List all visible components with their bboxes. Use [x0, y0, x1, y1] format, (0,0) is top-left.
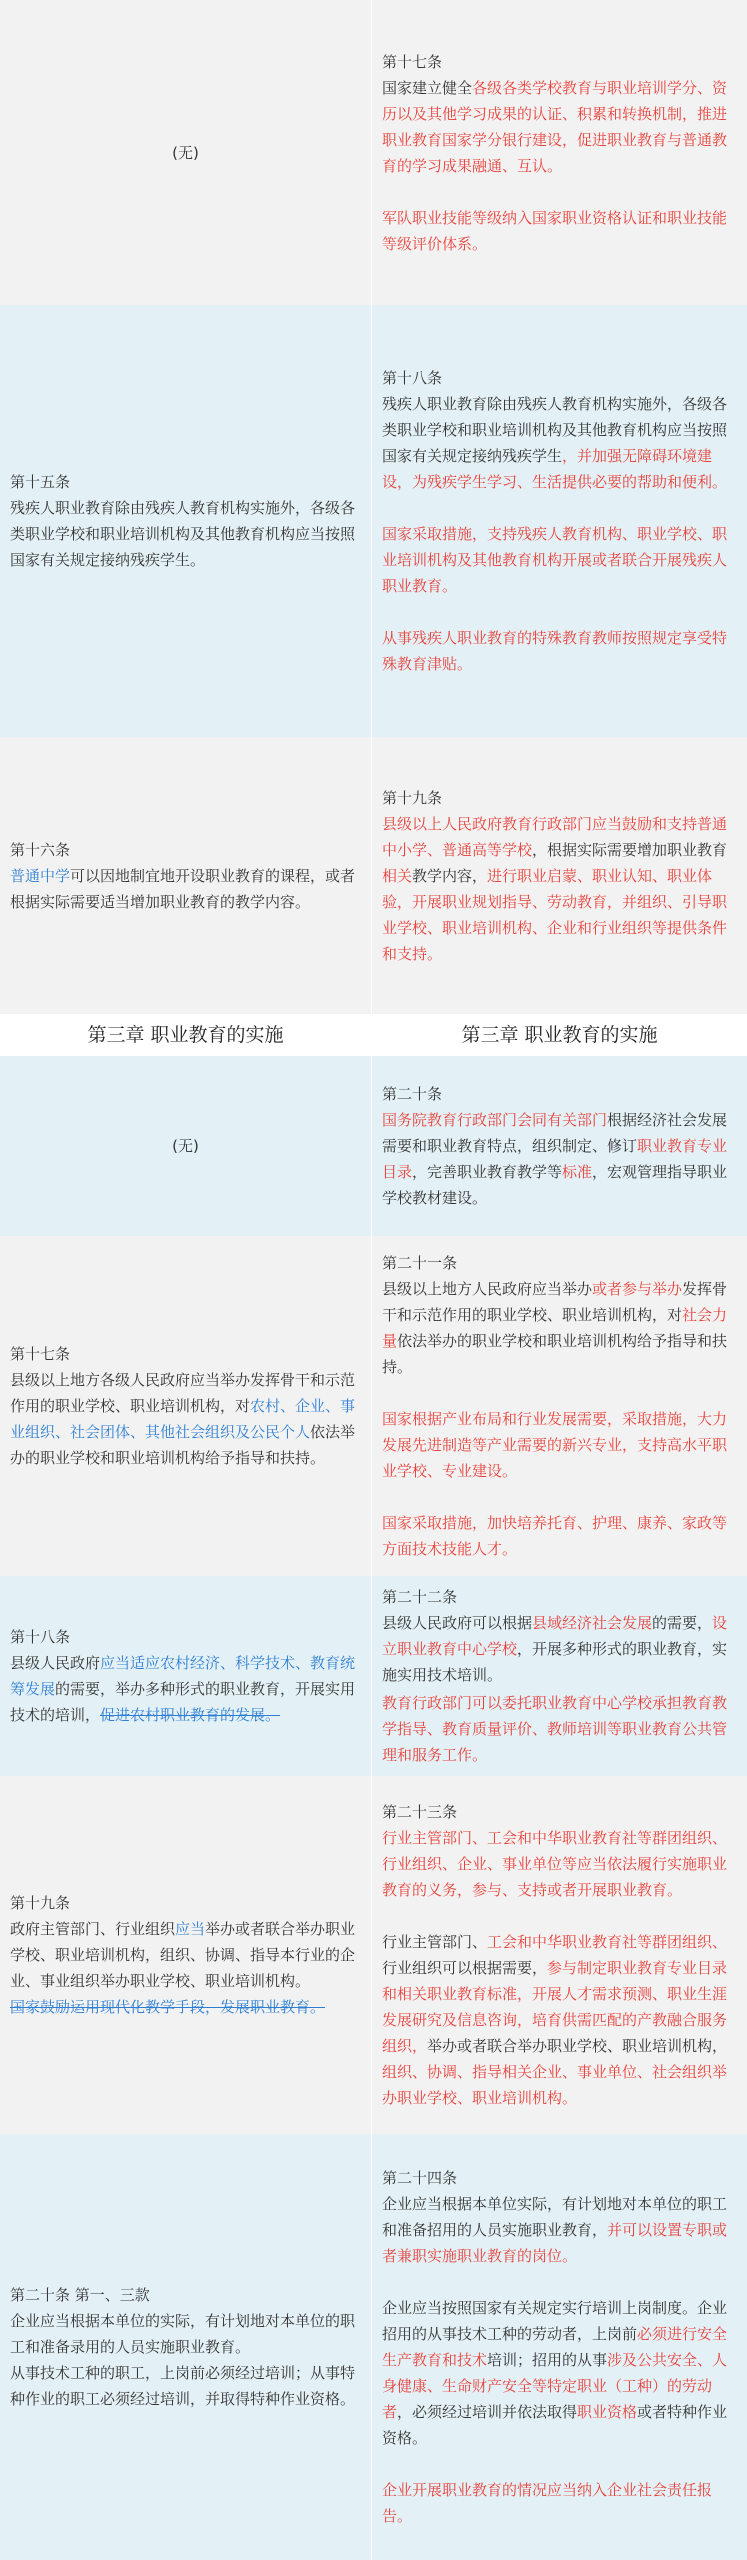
clause-paragraph — [382, 2191, 737, 2269]
clause-number — [382, 1799, 737, 1825]
clause-text: 的需要，举办多种形式的职业教育，开展实用技术的培训， — [10, 1680, 356, 1724]
clause-paragraph — [382, 391, 737, 495]
clause-number — [10, 2282, 361, 2308]
clause-number — [87, 1022, 283, 1048]
clause-paragraph — [382, 1825, 737, 1903]
clause-paragraph — [10, 1650, 361, 1728]
table-row — [0, 1576, 747, 1776]
added-text: 进行职业启蒙、职业认知、职业体验，开展职业规划指导、劳动教育，并组织、引导职业学校、职业培训机构、企业和行业组织等提供条件和支持。 — [382, 866, 728, 963]
old-clause-cell — [0, 0, 372, 305]
table-row — [0, 2134, 747, 2560]
clause-text: 根据经济社会发展需要和职业教育特点，组织制定、修订 — [382, 1111, 728, 1155]
clause-text: ，开展多种形式的职业教育，实施实用技术培训。 — [382, 1640, 728, 1684]
table-row — [0, 1776, 747, 2134]
clause-number — [10, 1890, 361, 1916]
added-text: ，并加强无障碍环境建设，为残疾学生学习、生活提供必要的帮助和便利。 — [382, 447, 728, 491]
clause-text: 企业应当根据本单位的实际，有计划地对本单位的职工和准备录用的人员实施职业教育。 — [10, 2312, 356, 2356]
clause-text: 残疾人职业教育除由残疾人教育机构实施外，各级各类职业学校和职业培训机构及其他教育机构应当按照国家有关规定接纳残疾学生。 — [10, 499, 356, 569]
clause-paragraph — [172, 140, 199, 166]
new-chapter-heading — [372, 1014, 747, 1056]
added-text: 各级各类学校教育与职业培训学分、资历以及其他学习成果的认证、积累和转换机制，推进职业教育国家学分银行建设，促进职业教育与普通教育的学习成果融通、互认。 — [382, 78, 728, 175]
clause-text: 国家建立健全 — [382, 78, 473, 97]
clause-number — [10, 837, 361, 863]
added-text: 工会和中华职业教育社等群团组织、 — [487, 1933, 728, 1951]
clause-text: 第二十二条 — [382, 1588, 458, 1606]
changed-text: 普通中学 — [10, 866, 71, 885]
new-clause-cell — [372, 1056, 747, 1236]
clause-text: 县级人民政府可以根据 — [382, 1614, 533, 1632]
clause-paragraph — [382, 1929, 737, 2111]
old-clause-cell — [0, 1236, 372, 1576]
added-text: 设立职业教育中心学校 — [382, 1614, 728, 1658]
added-text: 参与制定职业教育专业目录和相关职业教育标准，开展人才需求预测、职业生涯发展研究及信息咨询，培育供需匹配的产教融合服务组织， — [382, 1959, 728, 2055]
added-text: 县级以上人民政府教育行政部门应当鼓励和支持普通中小学、普通高等学校 — [382, 814, 728, 859]
clause-text: 教学内容， — [412, 866, 488, 885]
deleted-text: 国家鼓励运用现代化教学手段，发展职业教育。 — [10, 1998, 326, 2016]
clause-number — [10, 1624, 361, 1650]
clause-text: 县级人民政府 — [10, 1654, 101, 1672]
added-text: 企业开展职业教育的情况应当纳入企业社会责任报告。 — [382, 2481, 713, 2525]
clause-text: 举办或者联合举办职业学校、职业培训机构，组织、协调、指导本行业的企业、事业组织举办职业学校、职业培训机构。 — [10, 1920, 356, 1990]
new-clause-cell — [372, 1236, 747, 1576]
clause-paragraph — [382, 1510, 737, 1562]
clause-paragraph — [10, 1367, 361, 1471]
added-text: 从事残疾人职业教育的特殊教育教师按照规定享受特殊教育津贴。 — [382, 629, 728, 673]
clause-paragraph — [10, 2360, 361, 2412]
clause-text: 第十七条 — [10, 1345, 71, 1363]
clause-text: 依法举办的职业学校和职业培训机构给予指导和扶持。 — [10, 1423, 356, 1467]
clause-text: 第十八条 — [10, 1628, 71, 1646]
clause-text: 第二十四条 — [382, 2169, 458, 2187]
old-clause-cell — [0, 2134, 372, 2560]
paragraph-gap — [382, 179, 737, 205]
added-text: 职业教育专业目录 — [382, 1137, 728, 1181]
added-text: 相关 — [382, 866, 413, 885]
added-text: 社会力量 — [382, 1306, 728, 1350]
old-clause-cell — [0, 1776, 372, 2134]
table-row — [0, 305, 747, 737]
added-text: 职业资格 — [577, 2403, 638, 2421]
added-text: 组织、协调、指导相关企业、事业单位、社会组织举办职业学校、职业培训机构。 — [382, 2063, 728, 2107]
clause-paragraph — [382, 75, 737, 179]
clause-text: 县级以上地方人民政府应当举办 — [382, 1280, 593, 1298]
old-chapter-heading — [0, 1014, 372, 1056]
clause-text: 残疾人职业教育除由残疾人教育机构实施外，各级各类职业学校和职业培训机构及其他教育机构应当按照国家有关规定接纳残疾学生 — [382, 395, 728, 465]
table-row — [0, 0, 747, 305]
added-text: 并可以设置专职或者兼职实施职业教育的岗位。 — [382, 2221, 728, 2265]
clause-paragraph — [382, 521, 737, 599]
added-text: 必须进行安全生产教育和技术 — [382, 2325, 728, 2369]
added-text: 国家采取措施，加快培养托育、护理、康养、家政等方面技术技能人才。 — [382, 1514, 728, 1558]
table-row — [0, 737, 747, 1014]
clause-number — [461, 1022, 657, 1048]
added-text: 国家根据产业布局和行业发展需要，采取措施，大力发展先进制造等产业需要的新兴专业，支持高水平职业学校、专业建设。 — [382, 1410, 728, 1480]
clause-paragraph — [382, 1107, 737, 1211]
clause-text: 依法举办的职业学校和职业培训机构给予指导和扶持。 — [382, 1332, 728, 1376]
changed-text: 农村、企业、事业组织、社会团体、其他社会组织及公民个人 — [10, 1397, 356, 1441]
clause-text: ，必须经过培训并依法取得 — [397, 2403, 578, 2421]
clause-paragraph — [382, 2295, 737, 2451]
clause-number — [10, 469, 361, 495]
clause-text: 第十八条 — [382, 369, 443, 387]
changed-text: 应当适应农村经济、科学技术、教育统筹发展 — [10, 1654, 356, 1698]
new-clause-cell — [372, 305, 747, 737]
new-clause-cell — [372, 0, 747, 305]
old-clause-cell — [0, 737, 372, 1014]
clause-paragraph — [10, 2308, 361, 2360]
old-clause-cell — [0, 305, 372, 737]
clause-text: 第三章 职业教育的实施 — [461, 1024, 658, 1046]
clause-text: 政府主管部门、行业组织 — [10, 1920, 176, 1938]
clause-text: 县级以上地方各级人民政府应当举办发挥骨干和示范作用的职业学校、职业培训机构，对 — [10, 1371, 356, 1415]
chapter-heading-row — [0, 1014, 747, 1056]
clause-paragraph — [172, 1133, 199, 1159]
clause-text: 第二十一条 — [382, 1254, 458, 1272]
clause-paragraph — [10, 1994, 361, 2020]
clause-text: 举办或者联合举办职业学校、职业培训机构， — [427, 2037, 728, 2055]
table-row — [0, 1236, 747, 1576]
paragraph-gap — [382, 2269, 737, 2295]
clause-paragraph — [382, 1690, 737, 1768]
added-text: 国务院教育行政部门会同有关部门 — [382, 1111, 608, 1129]
clause-number — [382, 365, 737, 391]
deleted-text: 促进农村职业教育的发展。 — [100, 1706, 281, 1724]
clause-text: 第十七条 — [382, 52, 443, 71]
clause-text: ，根据实际需要增加职业教育 — [532, 840, 728, 859]
clause-paragraph — [382, 811, 737, 967]
clause-number — [382, 49, 737, 75]
clause-text: 企业应当根据本单位实际，有计划地对本单位的职工和准备招用的人员实施职业教育， — [382, 2195, 728, 2239]
clause-text: 行业组织可以根据需要， — [382, 1959, 548, 1977]
clause-paragraph — [382, 1276, 737, 1380]
added-text: 教育行政部门可以委托职业教育中心学校承担教育教学指导、教育质量评价、教师培训等职业教育公共管理和服务工作。 — [382, 1694, 728, 1764]
clause-text: 第十六条 — [10, 840, 71, 859]
old-clause-cell — [0, 1056, 372, 1236]
clause-text: 或者特种作业资格。 — [382, 2403, 728, 2447]
clause-text: 企业应当按照国家有关规定实行培训上岗制度。企业招用的从事技术工种的劳动者，上岗前 — [382, 2299, 728, 2343]
paragraph-gap — [382, 1903, 737, 1929]
clause-text: 从事技术工种的职工，上岗前必须经过培训；从事特种作业的职工必须经过培训，并取得特种作业资格。 — [10, 2364, 356, 2408]
added-text: 国家采取措施，支持残疾人教育机构、职业学校、职业培训机构及其他教育机构开展或者联合开展残疾人职业教育。 — [382, 525, 728, 595]
clause-paragraph — [382, 1406, 737, 1484]
clause-text: 第十九条 — [10, 1894, 71, 1912]
clause-text: 第十九条 — [382, 788, 443, 807]
paragraph-gap — [382, 495, 737, 521]
clause-text: 第二十三条 — [382, 1803, 458, 1821]
clause-paragraph — [382, 1610, 737, 1688]
paragraph-gap — [382, 599, 737, 625]
clause-number — [382, 785, 737, 811]
new-clause-cell — [372, 1576, 747, 1776]
clause-text: 第十五条 — [10, 473, 71, 491]
clause-text: 行业主管部门、 — [382, 1933, 488, 1951]
clause-text: (无) — [172, 1137, 199, 1155]
new-clause-cell — [372, 737, 747, 1014]
clause-text: 的需要， — [652, 1614, 713, 1632]
clause-paragraph — [382, 2477, 737, 2529]
paragraph-gap — [382, 2451, 737, 2477]
clause-number — [382, 2165, 737, 2191]
clause-text: 可以因地制宜地开设职业教育的课程，或者根据实际需要适当增加职业教育的教学内容。 — [10, 866, 356, 911]
clause-text: 发挥骨干和示范作用的职业学校、职业培训机构，对 — [382, 1280, 728, 1324]
clause-paragraph — [382, 205, 737, 257]
clause-text: ，宏观管理指导职业学校教材建设。 — [382, 1163, 728, 1207]
changed-text: 应当 — [175, 1920, 206, 1938]
paragraph-gap — [382, 1484, 737, 1510]
clause-paragraph — [10, 1916, 361, 1994]
clause-paragraph — [10, 863, 361, 915]
clause-number — [382, 1081, 737, 1107]
table-row — [0, 1056, 747, 1236]
clause-text: 第二十条 第一、三款 — [10, 2286, 150, 2304]
clause-number — [382, 1584, 737, 1610]
clause-paragraph — [10, 495, 361, 573]
clause-number — [382, 1250, 737, 1276]
paragraph-gap — [382, 1380, 737, 1406]
clause-paragraph — [382, 625, 737, 677]
clause-number — [10, 1341, 361, 1367]
new-clause-cell — [372, 2134, 747, 2560]
added-text: 涉及公共安全、人身健康、生命财产安全等特定职业（工种）的劳动者 — [382, 2351, 728, 2421]
clause-text: 第二十条 — [382, 1085, 443, 1103]
added-text: 军队职业技能等级纳入国家职业资格认证和职业技能等级评价体系。 — [382, 208, 728, 253]
added-text: 或者参与举办 — [592, 1280, 683, 1298]
new-clause-cell — [372, 1776, 747, 2134]
old-clause-cell — [0, 1576, 372, 1776]
added-text: 标准 — [562, 1163, 593, 1181]
clause-text: (无) — [172, 143, 199, 162]
clause-text: 第三章 职业教育的实施 — [87, 1024, 284, 1046]
clause-text: ，完善职业教育教学等 — [412, 1163, 563, 1181]
added-text: 行业主管部门、工会和中华职业教育社等群团组织、行业组织、企业、事业单位等应当依法履行实施职业教育的义务，参与、支持或者开展职业教育。 — [382, 1829, 728, 1899]
added-text: 县域经济社会发展 — [532, 1614, 653, 1632]
clause-text: 培训；招用的从事 — [487, 2351, 608, 2369]
